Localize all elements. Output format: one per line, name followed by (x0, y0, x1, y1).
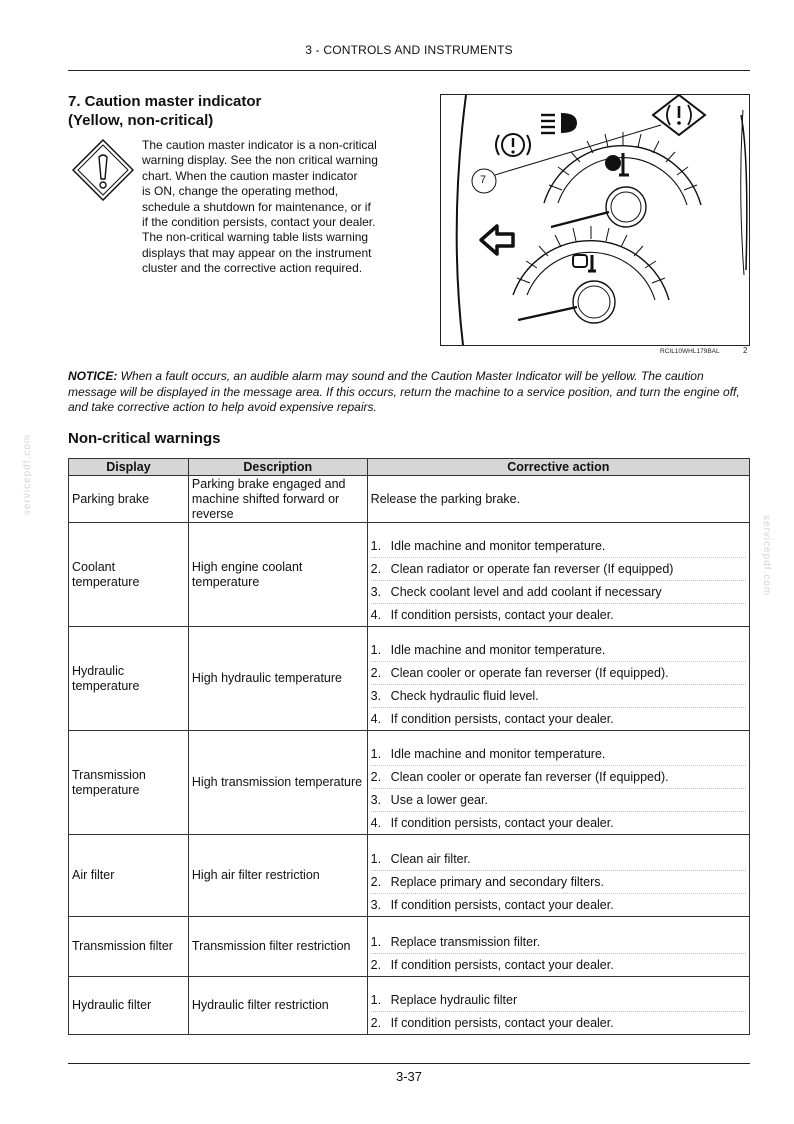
instrument-cluster-figure (440, 94, 750, 346)
table-row (69, 523, 750, 627)
action-item: 4. If condition persists, contact your dealer. (370, 608, 614, 622)
intro-line: cluster and the corrective action required. (142, 261, 363, 276)
footer-rule (68, 1063, 750, 1064)
table-row (69, 476, 750, 523)
headlight-icon (541, 113, 577, 133)
intro-line: The caution master indicator is a non-critical (142, 138, 377, 152)
action-item: 2. Clean cooler or operate fan reverser (If equipped). (371, 766, 746, 789)
temperature-gauge (544, 132, 701, 227)
action-item: 4. If condition persists, contact your dealer. (370, 712, 614, 726)
parking-brake-icon (496, 134, 530, 156)
figure-number: 2 (743, 346, 748, 355)
action-cell (367, 476, 749, 523)
action-cell (367, 835, 749, 917)
action-item: 1. Replace hydraulic filter (371, 989, 746, 1012)
action-item: 3. Check coolant level and add coolant if necessary (371, 581, 746, 604)
header-rule (68, 70, 750, 71)
intro-line: is ON, change the operating method, (142, 184, 339, 199)
action-item: 3. Use a lower gear. (371, 789, 746, 812)
action-item: 1. Replace transmission filter. (371, 931, 746, 954)
action-item: 4. If condition persists, contact your dealer. (370, 816, 614, 830)
figure-callout-number: 7 (480, 174, 487, 186)
intro-line: chart. When the caution master indicator (142, 168, 358, 183)
intro-line: if the condition persists, contact your dealer. (142, 215, 376, 230)
action-item: 1. Idle machine and monitor temperature. (371, 535, 746, 558)
column-header-description: Description (188, 459, 367, 476)
page-header: 3 - CONTROLS AND INSTRUMENTS (305, 43, 513, 57)
action-item: 2. If condition persists, contact your dealer. (370, 958, 614, 972)
watermark-right: servicepdf.com (761, 515, 772, 597)
action-cell (367, 917, 749, 977)
description-cell: Hydraulic filter restriction (188, 977, 367, 1035)
action-item: 3. Check hydraulic fluid level. (371, 685, 746, 708)
display-cell: Transmission temperature (69, 731, 189, 835)
notice-paragraph (68, 369, 752, 416)
warnings-table (68, 458, 750, 1035)
column-header-corrective-action: Corrective action (367, 459, 749, 476)
intro-line: displays that may appear on the instrument (142, 245, 372, 260)
action-cell (367, 731, 749, 835)
description-cell: Transmission filter restriction (188, 917, 367, 977)
table-row (69, 627, 750, 731)
action-cell (367, 627, 749, 731)
page-number: 3-37 (395, 1069, 423, 1084)
action-item: 1. Idle machine and monitor temperature. (371, 639, 746, 662)
intro-line: warning display. See the non critical warning (142, 153, 378, 168)
description-cell: High engine coolant temperature (188, 523, 367, 627)
section-title-line1: 7. Caution master indicator (68, 93, 262, 110)
notice-label: NOTICE: (68, 369, 118, 383)
table-row (69, 731, 750, 835)
action-item: 2. Clean radiator or operate fan reverser (If equipped) (371, 558, 746, 581)
table-row (69, 917, 750, 977)
action-item: 1. Clean air filter. (371, 848, 746, 871)
description-cell: High hydraulic temperature (188, 627, 367, 731)
intro-line: schedule a shutdown for maintenance, or if (142, 199, 371, 214)
table-row (69, 835, 750, 917)
table-title: Non-critical warnings (68, 430, 221, 447)
figure-caption: RCIL10WHL179BAL (660, 348, 720, 355)
section-title (68, 92, 368, 130)
action-item: 1. Idle machine and monitor temperature. (371, 743, 746, 766)
table-header-row (69, 459, 750, 476)
display-cell: Hydraulic filter (69, 977, 189, 1035)
table-row (69, 977, 750, 1035)
hydraulic-gauge (513, 226, 669, 323)
display-cell: Hydraulic temperature (69, 627, 189, 731)
action-item: 2. If condition persists, contact your dealer. (370, 1016, 614, 1030)
action-item: 3. If condition persists, contact your dealer. (370, 898, 614, 912)
section-title-line2: (Yellow, non-critical) (68, 112, 214, 129)
turn-left-arrow-icon (481, 226, 513, 254)
display-cell: Air filter (69, 835, 189, 917)
description-cell: High air filter restriction (188, 835, 367, 917)
caution-master-icon (653, 95, 705, 135)
description-cell: Parking brake engaged and machine shifted forward or reverse (188, 476, 367, 523)
display-cell: Parking brake (69, 476, 189, 523)
action-item: 2. Replace primary and secondary filters. (371, 871, 746, 894)
action-item: 2. Clean cooler or operate fan reverser (If equipped). (371, 662, 746, 685)
action-text: Release the parking brake. (370, 491, 521, 506)
column-header-display: Display (69, 459, 189, 476)
intro-line: The non-critical warning table lists warning (142, 230, 369, 245)
display-cell: Coolant temperature (69, 523, 189, 627)
description-cell: High transmission temperature (188, 731, 367, 835)
watermark-left: servicepdf.com (22, 433, 33, 515)
display-cell: Transmission filter (69, 917, 189, 977)
action-cell (367, 523, 749, 627)
intro-text (142, 138, 407, 277)
caution-diamond-icon (72, 139, 134, 201)
action-cell (367, 977, 749, 1035)
notice-text: When a fault occurs, an audible alarm may sound and the Caution Master Indicator will be yellow. The caution message will be displayed in the message area. If this occurs, return the machine to a service position, and turn the engine off, and take corrective action to help avoid expensive repairs. (68, 369, 740, 415)
